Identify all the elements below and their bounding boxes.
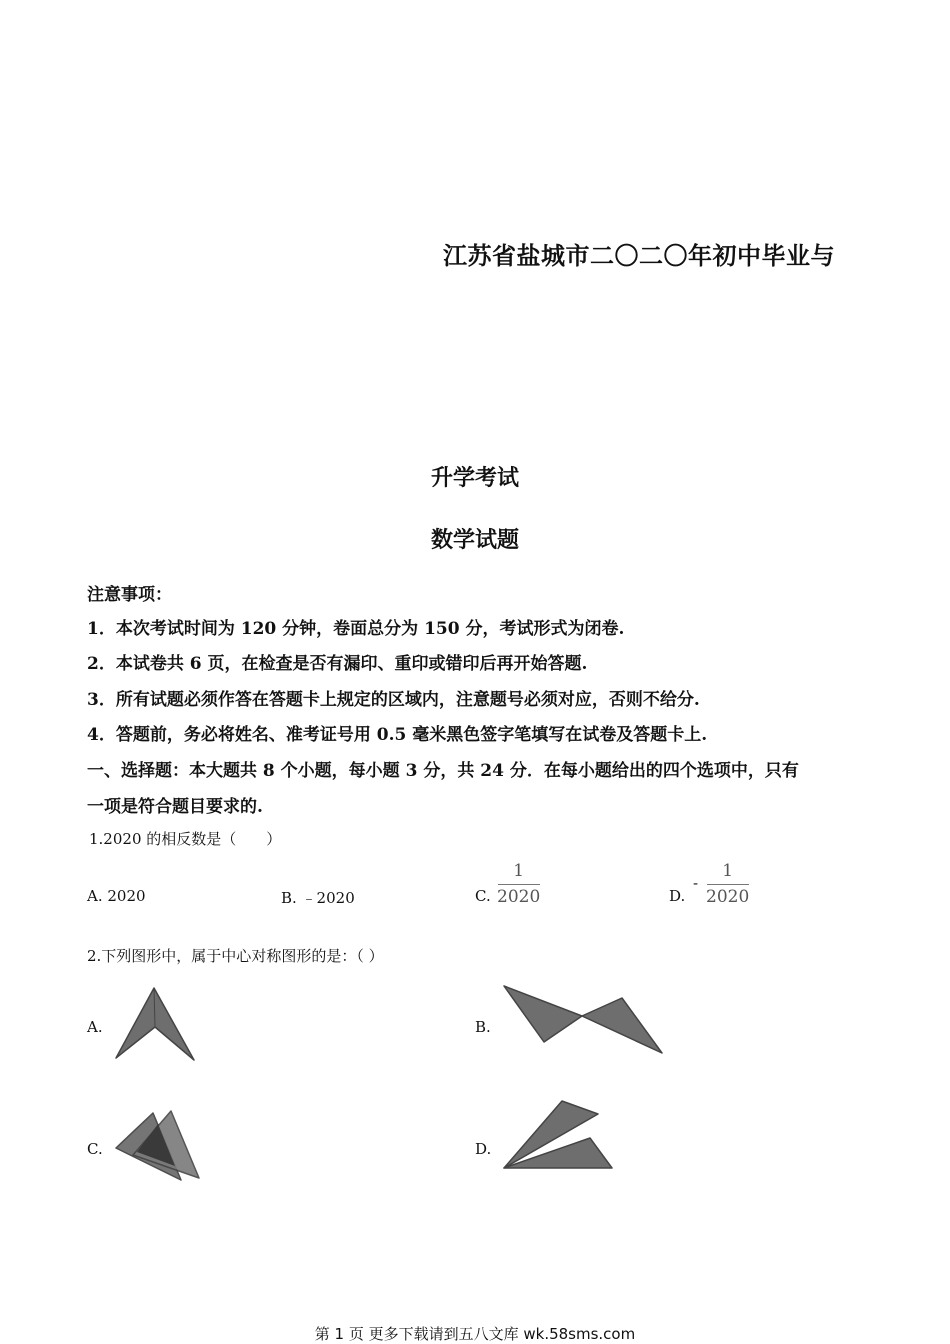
- question-1-option-d-fraction: [706, 860, 749, 908]
- exam-subject-title: 数学试题: [430, 527, 519, 553]
- section-instructions-line2: 一项是符合题目要求的.: [87, 797, 263, 817]
- fraction-bar: [498, 884, 540, 885]
- page-footer: 第 1 页 更多下载请到五八文库 wk.58sms.com: [314, 1325, 636, 1343]
- figure-d-two-triangles-shape: [500, 1098, 615, 1174]
- fraction-numerator: 1: [722, 861, 734, 881]
- exam-title-line1: 江苏省盐城市二〇二〇年初中毕业与: [443, 241, 835, 270]
- question-2-option-d-label: D.: [475, 1140, 492, 1158]
- question-1-option-c-fraction: [497, 860, 540, 908]
- question-2-stem: 2.下列图形中，属于中心对称图形的是：（ ）: [87, 947, 384, 965]
- question-2-option-a-label: A.: [87, 1018, 103, 1036]
- fraction-bar: [707, 884, 749, 885]
- question-2-option-b-label: B.: [475, 1018, 491, 1036]
- section-instructions-line1: 一、选择题：本大题共 8 个小题，每小题 3 分，共 24 分．在每小题给出的四个选项中，只有: [87, 761, 799, 781]
- figure-a-arrowhead-shape: [110, 985, 200, 1065]
- fraction-numerator: 1: [513, 861, 525, 881]
- notes-heading: 注意事项：: [87, 585, 172, 605]
- exam-title-line2: 升学考试: [430, 465, 519, 491]
- question-1-option-d-sign: -: [693, 874, 699, 892]
- note-item-1: 1．本次考试时间为 120 分钟，卷面总分为 150 分，考试形式为闭卷.: [87, 619, 625, 639]
- question-1-stem: 1.2020 的相反数是（ ）: [89, 830, 282, 848]
- fraction-denominator: 2020: [706, 887, 750, 907]
- figure-c-overlapping-triangles-shape: [113, 1108, 205, 1184]
- figure-b-bowtie-shape: [500, 982, 665, 1058]
- question-1-option-a: A. 2020: [87, 887, 146, 905]
- note-item-4: 4．答题前，务必将姓名、准考证号用 0.5 毫米黑色签字笔填写在试卷及答题卡上.: [87, 725, 708, 745]
- question-1-option-b: B. ﹣2020: [281, 889, 355, 907]
- question-1-option-c-label: C.: [475, 887, 491, 905]
- note-item-2: 2．本试卷共 6 页，在检查是否有漏印、重印或错印后再开始答题.: [87, 654, 588, 674]
- fraction-denominator: 2020: [497, 887, 541, 907]
- question-1-option-d-label: D.: [669, 887, 686, 905]
- question-2-option-c-label: C.: [87, 1140, 103, 1158]
- note-item-3: 3．所有试题必须作答在答题卡上规定的区域内，注意题号必须对应，否则不给分.: [87, 690, 700, 710]
